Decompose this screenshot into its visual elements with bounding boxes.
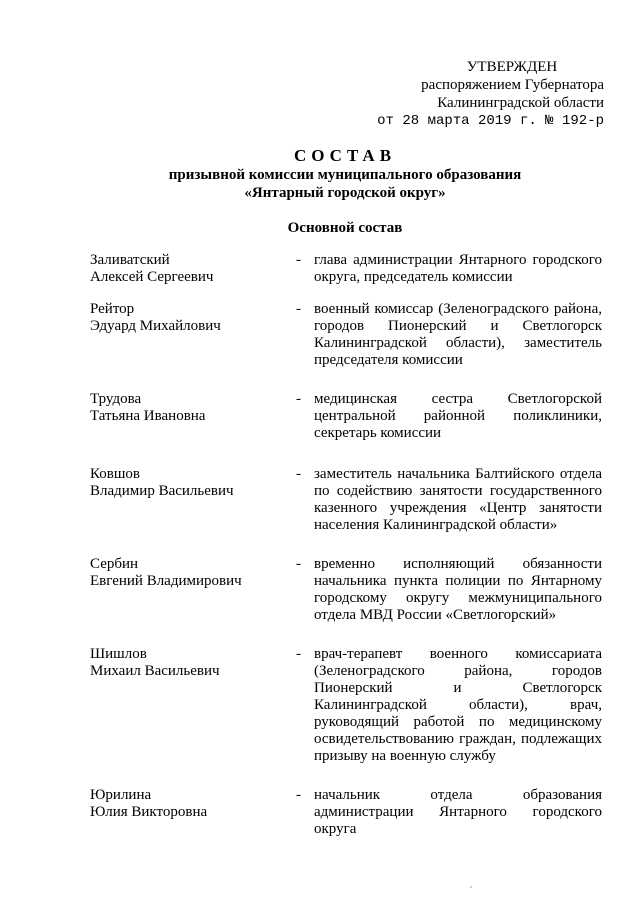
member-role: временно исполняющий обязанности начальника пункта полиции по Янтарному городскому округу межмуниципального отдела МВД России «Светлогорский» [314,556,602,623]
member-name [90,252,290,286]
member-role: врач-терапевт военного комиссариата (Зеленоградского района, городов Пионерский и Светлогорск Калининградской области), врач, руководящий работой по медицинскому освидетельствованию граждан, подлежащих призыву на военную службу [314,646,602,764]
member-name [90,391,290,442]
member-row [90,466,602,534]
member-row [90,252,602,286]
member-given-names: Евгений Владимирович [90,573,242,589]
member-row [90,787,602,838]
member-surname: Юрилина [90,787,152,803]
approval-line-2: Калининградской области [437,95,604,111]
document-title: СОСТАВ [293,146,397,165]
member-given-names: Михаил Васильевич [90,663,220,679]
document-subtitle-line-2: «Янтарный городской округ» [244,185,446,201]
scan-speck [470,886,472,888]
member-dash: - [296,301,301,317]
member-given-names: Татьяна Ивановна [90,408,206,424]
member-dash: - [296,556,301,572]
member-name [90,787,290,838]
approval-stamp [360,58,604,130]
member-row [90,646,602,765]
member-name [90,466,290,534]
member-role: медицинская сестра Светлогорской центральной районной поликлиники, секретарь комиссии [314,391,602,441]
member-dash: - [296,391,301,407]
member-dash: - [296,646,301,662]
member-dash: - [296,787,301,803]
member-name [90,646,290,765]
member-row [90,301,602,369]
member-given-names: Юлия Викторовна [90,804,208,820]
section-title: Основной состав [287,220,403,236]
member-given-names: Алексей Сергеевич [90,269,214,285]
member-surname: Трудова [90,391,142,407]
member-surname: Шишлов [90,646,147,662]
member-row [90,391,602,442]
member-surname: Ковшов [90,466,140,482]
member-role: начальник отдела образования администрации Янтарного городского округа [314,787,602,837]
member-dash: - [296,466,301,482]
member-role: глава администрации Янтарного городского округа, председатель комиссии [314,252,602,285]
approval-line-1: распоряжением Губернатора [421,77,604,93]
member-name [90,556,290,624]
member-surname: Заливатский [90,252,170,268]
approval-date: от 28 марта 2019 г. № 192-р [377,113,604,129]
member-row [90,556,602,624]
member-dash: - [296,252,301,268]
member-role: заместитель начальника Балтийского отдела по содействию занятости государственного казенного учреждения «Центр занятости населения Калининградской области» [314,466,602,533]
document-heading [90,146,600,202]
member-given-names: Владимир Васильевич [90,483,234,499]
approval-title: УТВЕРЖДЕН [466,59,558,75]
member-role: военный комиссар (Зеленоградского района, городов Пионерский и Светлогорск Калининградской области), заместитель председателя комиссии [314,301,602,368]
members-list [90,252,602,838]
document-subtitle-line-1: призывной комиссии муниципального образования [168,167,522,183]
member-name [90,301,290,369]
member-surname: Сербин [90,556,139,572]
member-surname: Рейтор [90,301,135,317]
member-given-names: Эдуард Михайлович [90,318,221,334]
